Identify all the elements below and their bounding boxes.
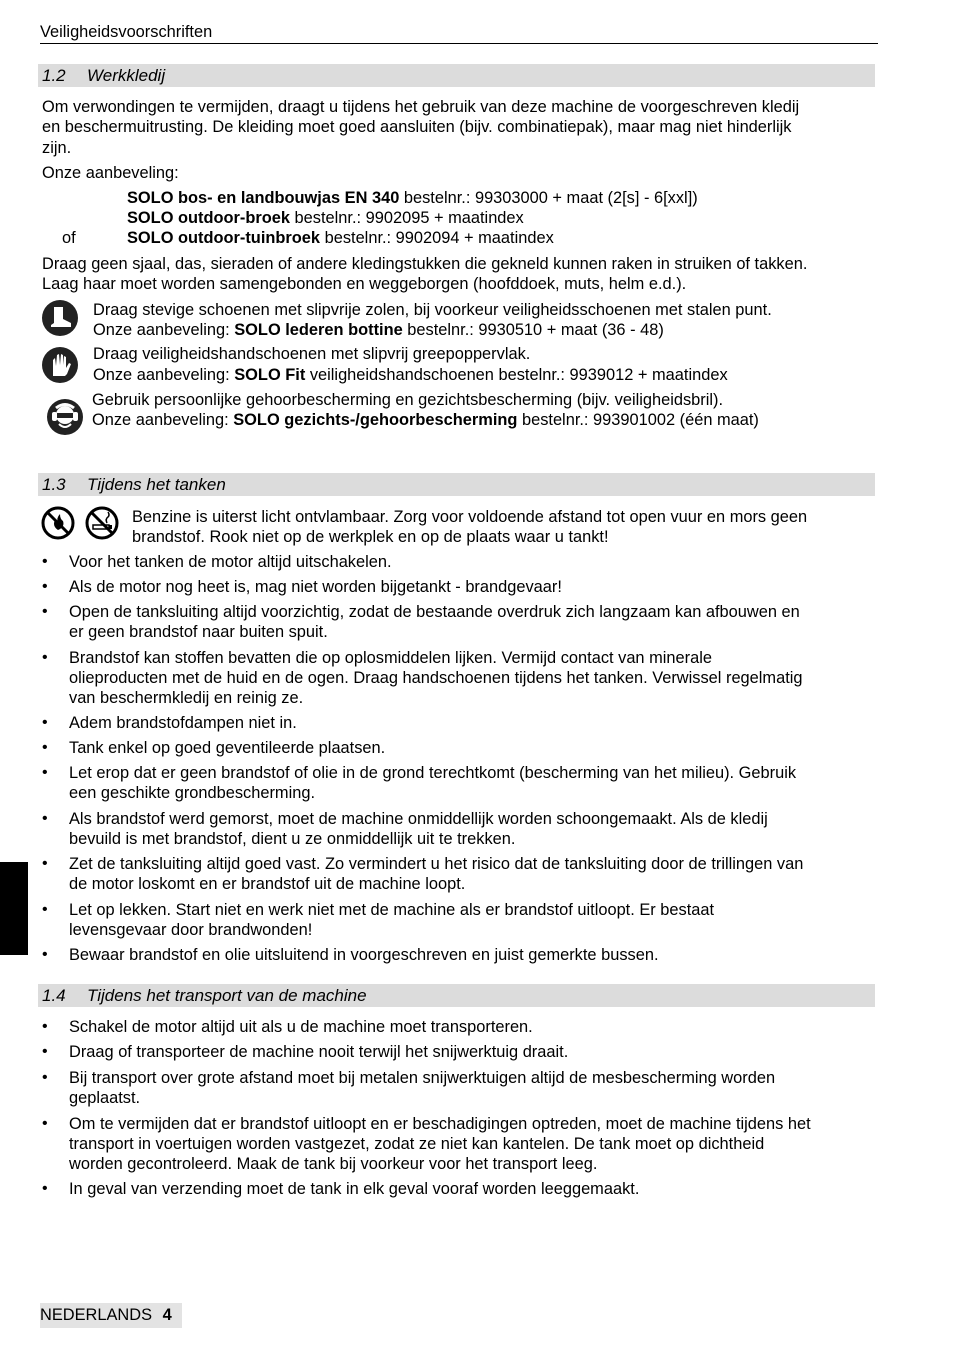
bullet-marker: • — [42, 553, 48, 570]
list-item-text: levensgevaar door brandwonden! — [69, 921, 313, 939]
bullet-marker: • — [42, 764, 48, 781]
product-detail: bestelnr.: 99303000 + maat (2[s] - 6[xxl]) — [399, 189, 698, 207]
list-item-text: worden gecontroleerd. Maak de tank bij voorkeur voor het transport leeg. — [69, 1155, 598, 1173]
bullet-marker: • — [42, 649, 48, 666]
list-item-text: Bewaar brandstof en olie uitsluitend in voorgeschreven en juist gemerkte bussen. — [69, 946, 659, 964]
list-item-text: In geval van verzending moet de tank in elk geval vooraf worden leeggemaakt. — [69, 1180, 640, 1198]
fire-warning-line: brandstof. Rook niet op de werkplek en op de plaats waar u tankt! — [132, 528, 609, 546]
product-detail: bestelnr.: 9902095 + maatindex — [290, 209, 524, 227]
section-title: Tijdens het transport van de machine — [87, 986, 367, 1005]
list-item-text: er geen brandstof naar buiten spuit. — [69, 623, 328, 641]
section-heading-1-3 — [38, 473, 875, 496]
section-heading-1-2 — [38, 64, 875, 87]
list-item-text: Als de motor nog heet is, mag niet worden bijgetankt - brandgevaar! — [69, 578, 562, 596]
list-item-text: van beschermkledij en reinig ze. — [69, 689, 304, 707]
list-item-text: Draag of transporteer de machine nooit terwijl het snijwerktuig draait. — [69, 1043, 569, 1061]
list-item-text: transport in voertuigen worden vastgezet, zodat ze niet kan kantelen. De tank moet op dichtheid — [69, 1135, 765, 1153]
paragraph-line: zijn. — [42, 139, 72, 157]
list-item-text: Open de tanksluiting altijd voorzichtig, zodat de bestaande overdruk zich langzaam kan afbouwen en — [69, 603, 800, 621]
safety-boot-icon — [41, 299, 79, 337]
bullet-marker: • — [42, 578, 48, 595]
ppe-product: SOLO gezichts-/gehoorbescherming — [233, 411, 518, 429]
list-item-text: Tank enkel op goed geventileerde plaatsen. — [69, 739, 386, 757]
ppe-product: SOLO Fit — [234, 366, 306, 384]
section-heading-1-4 — [38, 984, 875, 1007]
bullet-marker: • — [42, 1043, 48, 1060]
section-title: Tijdens het tanken — [87, 475, 226, 494]
list-item-text: een geschikte grondbescherming. — [69, 784, 316, 802]
product-name: SOLO outdoor-tuinbroek — [127, 229, 321, 247]
ppe-line: Draag stevige schoenen met slipvrije zolen, bij voorkeur veiligheidsschoenen met stalen punt. — [93, 301, 772, 319]
bullet-marker: • — [42, 1069, 48, 1086]
list-item-text: Zet de tanksluiting altijd goed vast. Zo vermindert u het risico dat de tanksluiting door de trillingen van — [69, 855, 804, 873]
list-item-text: Schakel de motor altijd uit als u de machine moet transporteren. — [69, 1018, 533, 1036]
no-open-fire-icon — [41, 506, 75, 540]
list-item-text: geplaatst. — [69, 1089, 141, 1107]
product-prefix: of — [62, 229, 76, 247]
bullet-marker: • — [42, 1180, 48, 1197]
product-name: SOLO outdoor-broek — [127, 209, 290, 227]
ppe-line: Gebruik persoonlijke gehoorbescherming en gezichtsbescherming (bijv. veiligheidsbril). — [92, 391, 724, 409]
list-item-text: Bij transport over grote afstand moet bij metalen snijwerktuigen altijd de mesbescherming worden — [69, 1069, 776, 1087]
list-item-text: olieproducten met de huid en de ogen. Draag handschoenen tijdens het tanken. Verwissel regelmatig — [69, 669, 803, 687]
section-title: Werkkledij — [87, 66, 166, 85]
ear-face-protection-icon — [46, 398, 84, 436]
section-number: 1.3 — [42, 475, 66, 494]
ppe-line — [93, 320, 664, 340]
page-number: 4 — [162, 1306, 172, 1324]
bullet-marker: • — [42, 855, 48, 872]
safety-glove-icon — [41, 346, 79, 384]
section-number: 1.2 — [42, 66, 66, 85]
list-item-text: Let op lekken. Start niet en werk niet met de machine als er brandstof uitloopt. Er bestaat — [69, 901, 715, 919]
language-tab-marker — [0, 862, 28, 955]
bullet-marker: • — [42, 946, 48, 963]
list-item-text: Als brandstof werd gemorst, moet de machine onmiddellijk worden schoongemaakt. Als de kledij — [69, 810, 768, 828]
paragraph-line: en beschermuitrusting. De kleiding moet goed aansluiten (bijv. combinatiepak), maar mag niet hinderlijk — [42, 118, 792, 136]
recommendation-label: Onze aanbeveling: — [42, 164, 179, 182]
no-smoking-icon — [85, 506, 119, 540]
bullet-marker: • — [42, 810, 48, 827]
ppe-prefix: Onze aanbeveling: — [92, 411, 234, 429]
footer-language: NEDERLANDS — [40, 1306, 153, 1324]
ppe-line — [92, 410, 759, 430]
product-line — [127, 228, 554, 248]
list-item-text: Let erop dat er geen brandstof of olie in de grond terechtkomt (bescherming van het milieu). Gebruik — [69, 764, 797, 782]
ppe-prefix: Onze aanbeveling: — [93, 321, 235, 339]
list-item-text: bevuild is met brandstof, dient u ze onmiddellijk uit te trekken. — [69, 830, 516, 848]
list-item-text: Adem brandstofdampen niet in. — [69, 714, 297, 732]
paragraph-line: Om verwondingen te vermijden, draagt u tijdens het gebruik van deze machine de voorgeschreven kledij — [42, 98, 800, 116]
list-item-text: Om te vermijden dat er brandstof uitloopt en er beschadigingen optreden, moet de machine tijdens het — [69, 1115, 811, 1133]
list-item-text: Voor het tanken de motor altijd uitschakelen. — [69, 553, 392, 571]
product-name: SOLO bos- en landbouwjas EN 340 — [127, 189, 400, 207]
bullet-marker: • — [42, 714, 48, 731]
page-footer — [40, 1303, 182, 1328]
paragraph-line: Laag haar moet worden samengebonden en weggeborgen (hoofddoek, muts, helm e.d.). — [42, 275, 687, 293]
product-detail: bestelnr.: 9902094 + maatindex — [320, 229, 554, 247]
paragraph-line: Draag geen sjaal, das, sieraden of andere kledingstukken die gekneld kunnen raken in struiken of takken. — [42, 255, 808, 273]
running-header: Veiligheidsvoorschriften — [40, 23, 213, 41]
product-line — [127, 188, 698, 208]
ppe-detail: veiligheidshandschoenen bestelnr.: 9939012 + maatindex — [305, 366, 728, 384]
header-rule — [40, 43, 878, 44]
bullet-marker: • — [42, 1115, 48, 1132]
list-item-text: Brandstof kan stoffen bevatten die op oplosmiddelen lijken. Vermijd contact van minerale — [69, 649, 712, 667]
bullet-marker: • — [42, 603, 48, 620]
ppe-product: SOLO lederen bottine — [234, 321, 403, 339]
ppe-line — [93, 365, 728, 385]
section-number: 1.4 — [42, 986, 66, 1005]
ppe-line: Draag veiligheidshandschoenen met slipvrij greepoppervlak. — [93, 345, 531, 363]
bullet-marker: • — [42, 1018, 48, 1035]
bullet-marker: • — [42, 739, 48, 756]
product-line — [127, 208, 524, 228]
bullet-marker: • — [42, 901, 48, 918]
ppe-detail: bestelnr.: 993901002 (één maat) — [517, 411, 759, 429]
ppe-detail: bestelnr.: 9930510 + maat (36 - 48) — [402, 321, 664, 339]
ppe-prefix: Onze aanbeveling: — [93, 366, 235, 384]
fire-warning-line: Benzine is uiterst licht ontvlambaar. Zorg voor voldoende afstand tot open vuur en mors geen — [132, 508, 808, 526]
list-item-text: de motor loskomt en er brandstof uit de machine loopt. — [69, 875, 466, 893]
